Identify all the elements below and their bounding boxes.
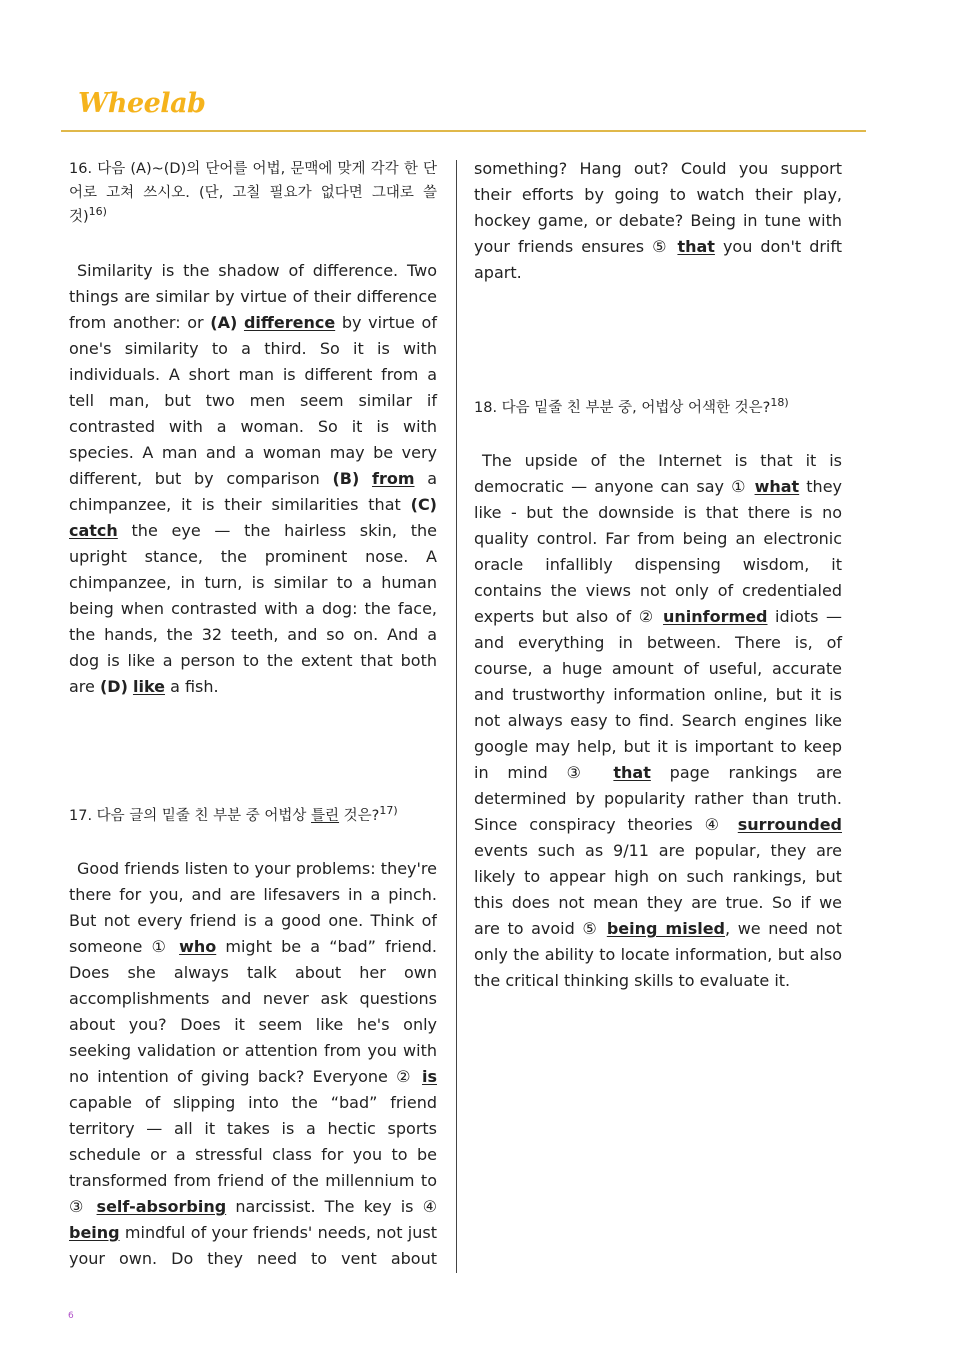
text-segment: (C) bbox=[410, 495, 437, 514]
text-segment: idiots — and everything in between. There is, of course, a huge amount of useful, accurate and trustworthy information online, but it is not always easy to find. Search engines like google may help, but it is important to keep in mind ③ bbox=[474, 607, 842, 782]
text-segment: , we need not only the ability to locate information, but also the critical thinking skills to evaluate it. bbox=[474, 919, 842, 990]
text-segment: page rankings are determined by popularity rather than truth. Since conspiracy theories ④ bbox=[474, 763, 842, 834]
text-segment: a fish. bbox=[165, 677, 219, 696]
underlined-word: surrounded bbox=[737, 815, 842, 834]
text-segment: events such as 9/11 are popular, they are likely to appear high on such rankings, but this does not mean they are true. So if we are to avoid ⑤ bbox=[474, 841, 842, 938]
text-segment: something? Hang out? Could you support their efforts by going to watch their play, hockey game, or debate? Being in tune with your friends ensures ⑤ bbox=[474, 159, 842, 256]
text-segment: by virtue of one's similarity to a third. So it is with individuals. A short man is different from a tell man, but two men seem similar if contrasted with a woman. So it is with species. A man and a woman may be very different, but by comparison bbox=[69, 313, 437, 488]
underlined-word: is bbox=[421, 1067, 437, 1086]
underlined-word: that bbox=[613, 763, 651, 782]
text-segment: they like - but the downside is that there is no quality control. Far from being an electronic oracle infallibly dispensing wisdom, it contains the views not only of credentialed experts but also of ② bbox=[474, 477, 843, 626]
underlined-word: uninformed bbox=[663, 607, 768, 626]
question-17-passage-col2 bbox=[474, 156, 842, 288]
question-18-passage bbox=[474, 448, 842, 994]
text-segment: Similarity is the shadow of difference. Two things are similar by virtue of their difference from another: or bbox=[69, 261, 437, 332]
underlined-word: what bbox=[754, 477, 800, 496]
question-17-passage-continued bbox=[474, 156, 842, 286]
underlined-word: that bbox=[677, 237, 715, 256]
text-segment: the eye — the hairless skin, the upright stance, the prominent nose. A chimpanzee, in turn, is similar to a human being when contrasted with a dog: the face, the hands, the 32 teeth, and so on. And a dog is like a person to the extent that both are bbox=[69, 521, 437, 696]
underlined-word: 틀린 bbox=[311, 808, 340, 824]
text-segment: a chimpanzee, it is their similarities that bbox=[69, 469, 438, 514]
question-17-passage bbox=[69, 856, 437, 1276]
question-17-title bbox=[69, 804, 437, 828]
text-segment: The upside of the Internet is that it is democratic — anyone can say ① bbox=[474, 451, 842, 496]
footnote-ref: 18) bbox=[770, 396, 789, 410]
text-segment: might be a “bad” friend. Does she always talk about her own accomplishments and never ask questions about you? Does it seem like he's only seeking validation or attention from you with no intention of giving back? Everyone ② bbox=[69, 937, 437, 1086]
text-segment: (B) bbox=[332, 469, 360, 488]
underlined-word: catch bbox=[69, 521, 118, 540]
text-segment: 18. 다음 밑줄 친 부분 중, 어법상 어색한 것은? bbox=[474, 400, 771, 416]
footnote-ref: 16) bbox=[88, 205, 107, 219]
text-segment: you don't drift apart. bbox=[474, 237, 842, 282]
underlined-word: who bbox=[179, 937, 217, 956]
text-segment: mindful of your friends' needs, not just your own. Do they need to vent about bbox=[69, 1223, 437, 1268]
text-segment bbox=[359, 469, 372, 488]
page-number: 6 bbox=[68, 1311, 74, 1321]
footnote-ref: 17) bbox=[379, 804, 398, 818]
text-segment: 16. 다음 (A)~(D)의 단어를 어법, 문맥에 맞게 각각 한 단어로 고쳐 쓰시오. (단, 고칠 필요가 없다면 그대로 쓸 것) bbox=[69, 161, 437, 225]
header-rule bbox=[61, 130, 866, 132]
text-segment: 17. 다음 글의 밑줄 친 부분 중 어법상 bbox=[69, 808, 312, 824]
underlined-word: being bbox=[69, 1223, 120, 1242]
underlined-word: self-absorbing bbox=[96, 1197, 227, 1216]
text-segment: narcissist. The key is ④ bbox=[226, 1197, 437, 1216]
question-18-title bbox=[474, 396, 842, 420]
text-segment: capable of slipping into the “bad” friend territory — all it takes is a hectic sports schedule or a stressful class for you to be transformed from friend of the millennium to ③ bbox=[69, 1093, 437, 1216]
text-segment bbox=[237, 313, 244, 332]
text-segment: 것은? bbox=[339, 808, 380, 824]
underlined-word: from bbox=[371, 469, 415, 488]
underlined-word: like bbox=[132, 677, 165, 696]
text-segment: (A) bbox=[210, 313, 238, 332]
underlined-word: difference bbox=[243, 313, 336, 332]
logo: Wheelab bbox=[78, 88, 206, 119]
text-segment: (D) bbox=[99, 677, 128, 696]
text-segment: Good friends listen to your problems: they're there for you, and are lifesavers in a pinch. But not every friend is a good one. Think of someone ① bbox=[69, 859, 437, 956]
underlined-word: being misled bbox=[606, 919, 726, 938]
question-16-title bbox=[69, 157, 437, 229]
question-17-passage-col1 bbox=[69, 856, 437, 1276]
column-divider bbox=[456, 160, 457, 1273]
question-16-passage bbox=[69, 258, 437, 700]
